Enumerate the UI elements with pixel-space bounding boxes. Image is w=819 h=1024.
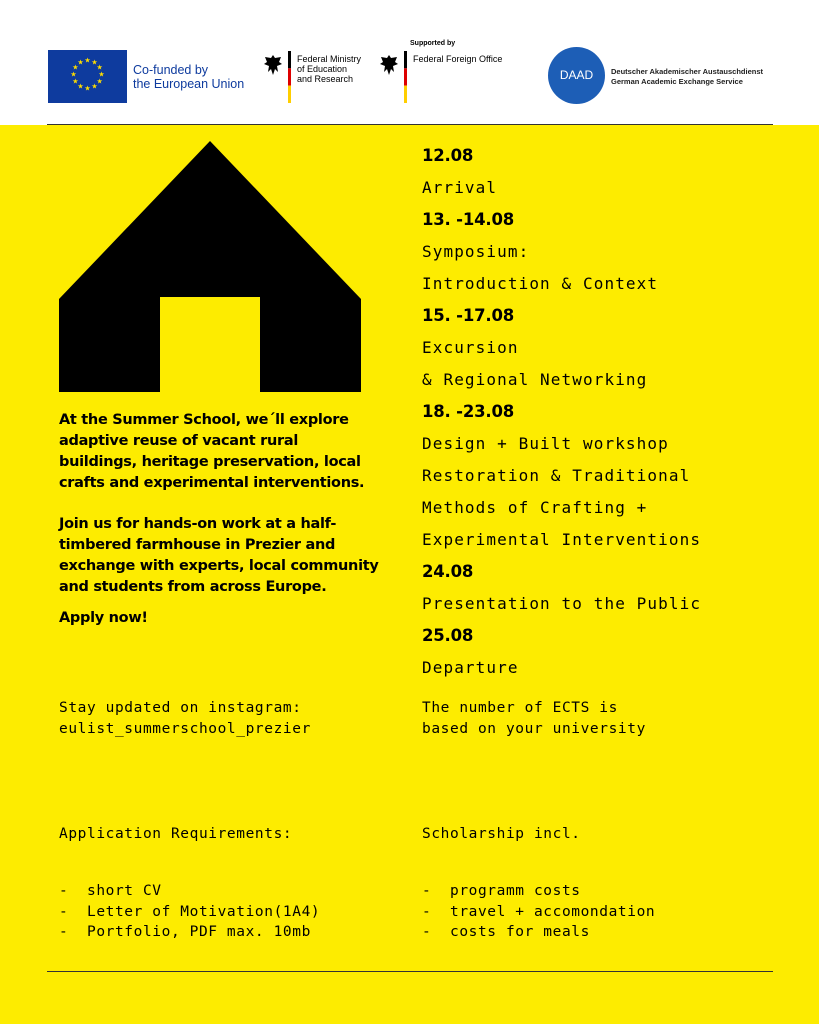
requirement-item: - Portfolio, PDF max. 10mb [59, 924, 311, 940]
federal-eagle-icon [264, 54, 282, 76]
scholarship-list [422, 881, 655, 943]
bmbf-line-3: and Research [297, 74, 354, 84]
svg-text:★: ★ [98, 70, 105, 79]
svg-text:★: ★ [72, 77, 79, 86]
daad-logo: DAAD [548, 47, 605, 104]
svg-text:★: ★ [72, 63, 79, 72]
eu-logo-text [133, 63, 253, 91]
svg-text:★: ★ [91, 58, 98, 67]
svg-text:★: ★ [91, 82, 98, 91]
schedule-item: Departure [422, 658, 519, 677]
schedule-item: Arrival [422, 178, 498, 197]
svg-text:★: ★ [84, 56, 91, 65]
eu-stars-icon [48, 50, 127, 103]
bmbf-logo-text [297, 54, 377, 84]
schedule-item: Presentation to the Public [422, 594, 702, 613]
svg-text:★: ★ [96, 63, 103, 72]
intro-text [59, 410, 379, 629]
requirements-list [59, 881, 320, 943]
logo-bar [0, 0, 819, 125]
bmbf-line-1: Federal Ministry [297, 54, 362, 64]
intro-paragraph-1: At the Summer School, we´ll explore adaptive reuse of vacant rural buildings, heritage preservation, local crafts and experimental interventions. [59, 412, 365, 491]
schedule-date: 12.08 [422, 146, 474, 165]
schedule-item: Design + Built workshop [422, 434, 669, 453]
schedule-item: & Regional Networking [422, 370, 648, 389]
german-flag-stripe [404, 51, 407, 103]
scholarship-item: - costs for meals [422, 924, 590, 940]
svg-text:★: ★ [96, 77, 103, 86]
schedule-item: Excursion [422, 338, 519, 357]
daad-logo-text [611, 67, 801, 87]
ects-line-1: The number of ECTS is [422, 700, 618, 716]
scholarship-item: - travel + accomondation [422, 903, 656, 920]
requirements-title: Application Requirements: [59, 826, 293, 842]
svg-text:★: ★ [84, 84, 91, 93]
svg-text:★: ★ [77, 82, 84, 91]
german-flag-stripe [288, 51, 291, 103]
daad-line-2: German Academic Exchange Service [611, 77, 743, 86]
foreign-office-logo-text: Federal Foreign Office [413, 54, 503, 64]
apply-now-text: Apply now! [59, 610, 148, 626]
daad-line-1: Deutscher Akademischer Austauschdienst [611, 67, 763, 76]
house-icon [59, 141, 361, 392]
supported-by-label: Supported by [410, 40, 456, 47]
instagram-info [59, 698, 311, 739]
schedule-item: Experimental Interventions [422, 530, 702, 549]
intro-paragraph-2: Join us for hands-on work at a half-timbered farmhouse in Prezier and exchange with experts, local community and students from across Europe. [59, 516, 379, 595]
schedule-date: 25.08 [422, 626, 474, 645]
schedule-date: 13. -14.08 [422, 210, 515, 229]
federal-eagle-icon [380, 54, 398, 76]
scholarship-item: - programm costs [422, 883, 581, 899]
schedule-date: 15. -17.08 [422, 306, 515, 325]
eu-line-2: the European Union [133, 77, 245, 91]
bmbf-line-2: of Education [297, 64, 348, 74]
ects-info [422, 698, 646, 739]
eu-line-1: Co-funded by [133, 63, 209, 77]
ects-line-2: based on your university [422, 720, 646, 737]
schedule-item: Restoration & Traditional [422, 466, 691, 485]
schedule-item: Methods of Crafting + [422, 498, 648, 517]
top-divider [47, 124, 773, 125]
schedule-item: Introduction & Context [422, 274, 659, 293]
svg-text:★: ★ [70, 70, 77, 79]
requirement-item: - short CV [59, 883, 162, 899]
requirement-item: - Letter of Motivation(1A4) [59, 903, 321, 920]
bottom-divider [47, 971, 773, 972]
schedule-list [422, 140, 802, 684]
scholarship-title: Scholarship incl. [422, 826, 581, 842]
eu-flag-logo [48, 50, 127, 103]
svg-text:★: ★ [77, 58, 84, 67]
schedule-date: 18. -23.08 [422, 402, 515, 421]
instagram-line-1: Stay updated on instagram: [59, 700, 302, 716]
instagram-handle: eulist_summerschool_prezier [59, 720, 311, 737]
schedule-date: 24.08 [422, 562, 474, 581]
schedule-item: Symposium: [422, 242, 530, 261]
